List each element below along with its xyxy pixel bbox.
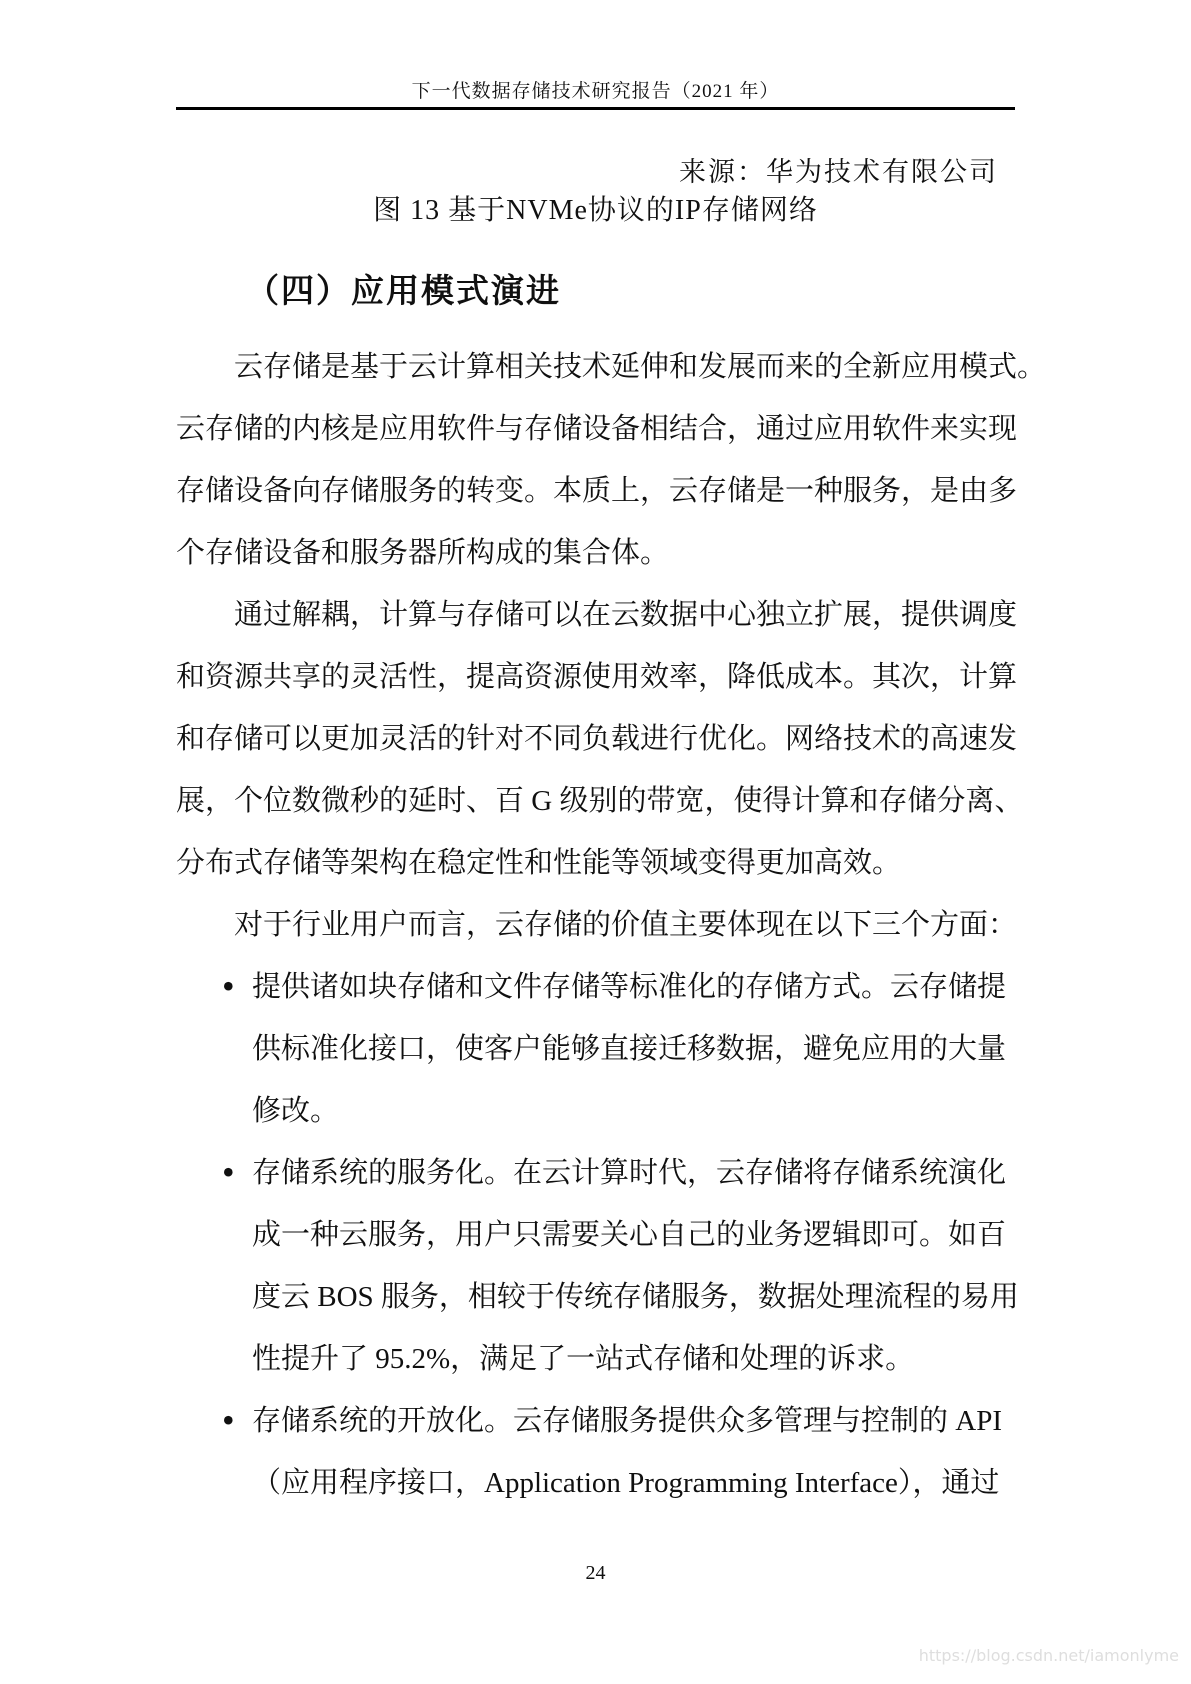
- body-line: 分布式存储等架构在稳定性和性能等领域变得更加高效。: [176, 847, 902, 879]
- bullet-list-item: [176, 1390, 1015, 1452]
- bullet-line-text: 存储系统的服务化。在云计算时代，云存储将存储系统演化: [252, 1157, 1007, 1189]
- bullet-line-continuation: 性提升了 95.2%，满足了一站式存储和处理的诉求。: [252, 1343, 915, 1375]
- body-line: 和存储可以更加灵活的针对不同负载进行优化。网络技术的高速发: [176, 723, 1018, 755]
- body-line: 通过解耦，计算与存储可以在云数据中心独立扩展，提供调度: [234, 599, 1018, 631]
- body-line: 对于行业用户而言，云存储的价值主要体现在以下三个方面：: [234, 909, 1018, 941]
- bullet-line-text: 存储系统的开放化。云存储服务提供众多管理与控制的 API: [252, 1405, 1002, 1437]
- bullet-marker-icon: •: [222, 1400, 235, 1440]
- body-line: 展，个位数微秒的延时、百 G 级别的带宽，使得计算和存储分离、: [176, 785, 1024, 817]
- bullet-line-text: 提供诸如块存储和文件存储等标准化的存储方式。云存储提: [252, 971, 1007, 1003]
- bullet-line-continuation: 度云 BOS 服务，相较于传统存储服务，数据处理流程的易用: [252, 1281, 1019, 1313]
- body-line: 和资源共享的灵活性，提高资源使用效率，降低成本。其次，计算: [176, 661, 1018, 693]
- bullet-list-item: [176, 956, 1015, 1018]
- section-heading: （四）应用模式演进: [246, 274, 561, 310]
- bullet-line-continuation: 成一种云服务，用户只需要关心自己的业务逻辑即可。如百: [252, 1219, 1007, 1251]
- page-number: 24: [585, 1562, 606, 1584]
- running-header-title: 下一代数据存储技术研究报告（2021 年）: [411, 81, 780, 102]
- body-text-block: [176, 336, 1047, 1514]
- body-line: 云存储是基于云计算相关技术延伸和发展而来的全新应用模式。: [234, 351, 1047, 383]
- body-line: 个存储设备和服务器所构成的集合体。: [176, 537, 670, 569]
- bullet-line-continuation: 修改。: [252, 1095, 340, 1127]
- watermark-url: https://blog.csdn.net/iamonlyme: [918, 1646, 1179, 1665]
- figure-caption: 图 13 基于NVMe协议的IP存储网络: [373, 195, 818, 226]
- body-line: 存储设备向存储服务的转变。本质上，云存储是一种服务，是由多: [176, 475, 1018, 507]
- bullet-line-continuation: 供标准化接口，使客户能够直接迁移数据，避免应用的大量: [252, 1033, 1007, 1065]
- bullet-marker-icon: •: [222, 1152, 235, 1192]
- bullet-line-continuation: （应用程序接口，Application Programming Interface），通过: [252, 1467, 1000, 1499]
- body-line: 云存储的内核是应用软件与存储设备相结合，通过应用软件来实现: [176, 413, 1018, 445]
- header-rule: [176, 107, 1015, 110]
- bullet-list-item: [176, 1142, 1015, 1204]
- bullet-marker-icon: •: [222, 966, 235, 1006]
- figure-source-attribution: 来源：华为技术有限公司: [679, 157, 998, 187]
